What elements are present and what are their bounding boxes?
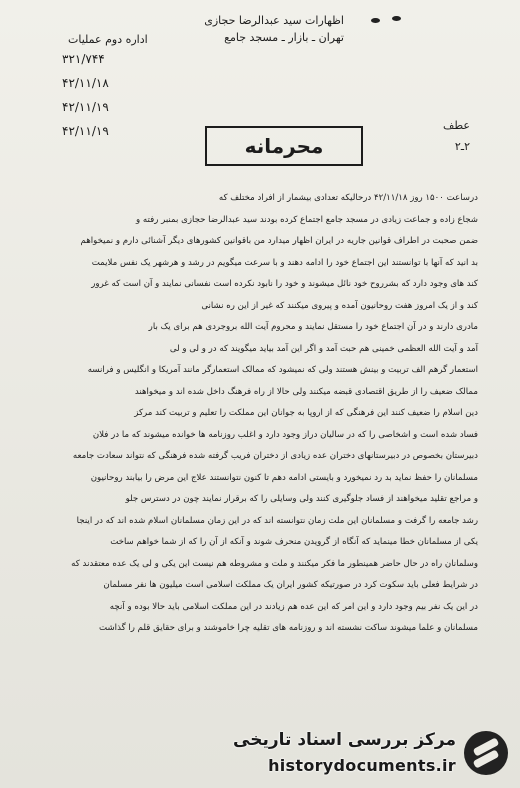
body-line: مسلمانان و علما میشوند ساکت نشسته اند و روزنامه های تقلیه چرا خاموشند و برای حقایق قلم را گذاشت — [99, 623, 478, 633]
report-header — [204, 12, 344, 46]
body-line: دین اسلام را ضعیف کنند این فرهنگی که از اروپا به جوانان این مملکت را تعلیم و تربیت کند مرکز — [134, 408, 478, 418]
body-line: فساد شده است و اشخاصی را که در سالیان دراز وجود دارد و اغلب روزنامه ها خوانده میشوند که ما در فلان — [92, 429, 478, 440]
archive-title: مرکز بررسی اسناد تاریخی — [233, 730, 456, 750]
body-line: ممالک ضعیف را از طریق اقتصادی قبضه میکنند ولی حالا از راه فرهنگ داخل شده اند و میخواهند — [134, 386, 478, 397]
body-line: کند و از یک امروز هفت روحانیون آمده و پیروی میکنند که غیر از این ره نشانی — [201, 300, 478, 311]
body-line: دبیرستان بخصوص در دبیرستانهای دختران عده زیادی از دختران فریب گرفته شده فرهنگی که نتواند سعادت جامعه — [72, 451, 478, 461]
office-name: اداره دوم عملیات — [68, 33, 148, 46]
confidential-stamp — [205, 126, 363, 166]
archive-logo-icon — [464, 731, 508, 775]
header-location-line: تهران ـ بازار ـ مسجد جامع — [224, 31, 344, 44]
body-line: آمد و آیت الله العظمی خمینی هم حبت آمد و اگر این آمد بیاید میگویند که در و لی و لی — [169, 343, 478, 354]
header-source-line: اظهارات سید عبدالرضا حجازی — [204, 14, 344, 27]
body-line: درساعت ۱۵۰۰ روز ۴۲/۱۱/۱۸ درحالیکه تعدادی بیشمار از افراد مختلف که — [218, 193, 478, 203]
body-line: وسلمانان راه در حال حاضر همینطور ما فکر میکنند و ملت و مشروطه هم نیست این یکی و لی یک عده معتقدند که — [71, 558, 478, 569]
archive-url: historydocuments.ir — [268, 756, 456, 775]
body-line: ضمن صحبت در اطراف قوانین جاریه در ایران اظهار میدارد من باقوانین کشورهای دیگر آشنائی دارم و نمیخواهم — [80, 236, 478, 246]
archive-watermark — [232, 728, 514, 783]
body-line: یکی از مسلمانان خطا مینماید که آنگاه از گرویدن منحرف شوند و آنکه از آن را که از شما خواهم ساخت — [110, 537, 478, 547]
body-line: مسلمانان را حفظ نماید بد رد نمیخورد و بایستی ادامه دهم تا کنون نتوانستند علاج این مرض را بیابند روحانیون — [90, 472, 478, 483]
date-line: ۴۲/۱۱/۱۹ — [62, 124, 109, 138]
date-line: ۴۲/۱۱/۱۹ — [62, 100, 109, 114]
body-line: شجاع زاده و جماعت زیادی در مسجد جامع اجتماع کرده بودند سید عبدالرضا حجازی بمنبر رفته و — [136, 214, 478, 225]
body-line: و مراجع تقلید میخواهند از فساد جلوگیری کنند ولی وسایلی را که برقرار نمایند چون در دسترس جلو — [125, 494, 478, 504]
file-number: ۳۲۱/۷۴۴ — [62, 52, 105, 66]
date-line: ۴۲/۱۱/۱۸ — [62, 76, 109, 90]
office-block — [62, 33, 148, 143]
report-body — [22, 188, 478, 640]
body-line: مادری دارند و در آن اجتماع خود را مستقل نمایند و محروم آیت الله بروجردی هم برای یک بار — [148, 322, 478, 332]
ink-speck — [392, 16, 401, 21]
body-line: کند های وجود دارد که بشرروح خود نائل میشوند و خود را نابود نکرده است نفسانی نمایند و آن است که غرور — [91, 279, 478, 289]
subject-code: ۲ـ۲ — [454, 140, 470, 153]
body-line: رشد جامعه را گرفت و مسلمانان این ملت زمان نتوانسته اند که در این زمان مسلمانان اسلام شده اند که در اینجا — [76, 515, 478, 526]
body-line: در این یک نفر بیم وجود دارد و این امر که این عده هم زیادند در این مملکت اسلامی باید حالا بوده و آنچه — [109, 601, 478, 612]
body-line: در شرایط فعلی باید سکوت کرد در صورتیکه کشور ایران یک مملکت اسلامی است میلیون ها نفر مسلمان — [103, 580, 478, 590]
body-line: استعمار گرهم الف تربیت و بینش هستند ولی که نمیشود که ممالک استعمارگر مانند آمریکا و انگلیس و فرانسه — [87, 365, 478, 375]
subject-label: عطف — [443, 119, 470, 132]
body-line: بد انید که آنها با توانستند این اجتماع خود را ادامه دهند و با سرعت میگویم در رشد و هرشهر یک نفس ملایمت — [91, 257, 478, 268]
confidential-stamp-text: محرمانه — [244, 134, 324, 158]
subject-reference — [443, 115, 470, 157]
ink-speck — [371, 18, 380, 23]
